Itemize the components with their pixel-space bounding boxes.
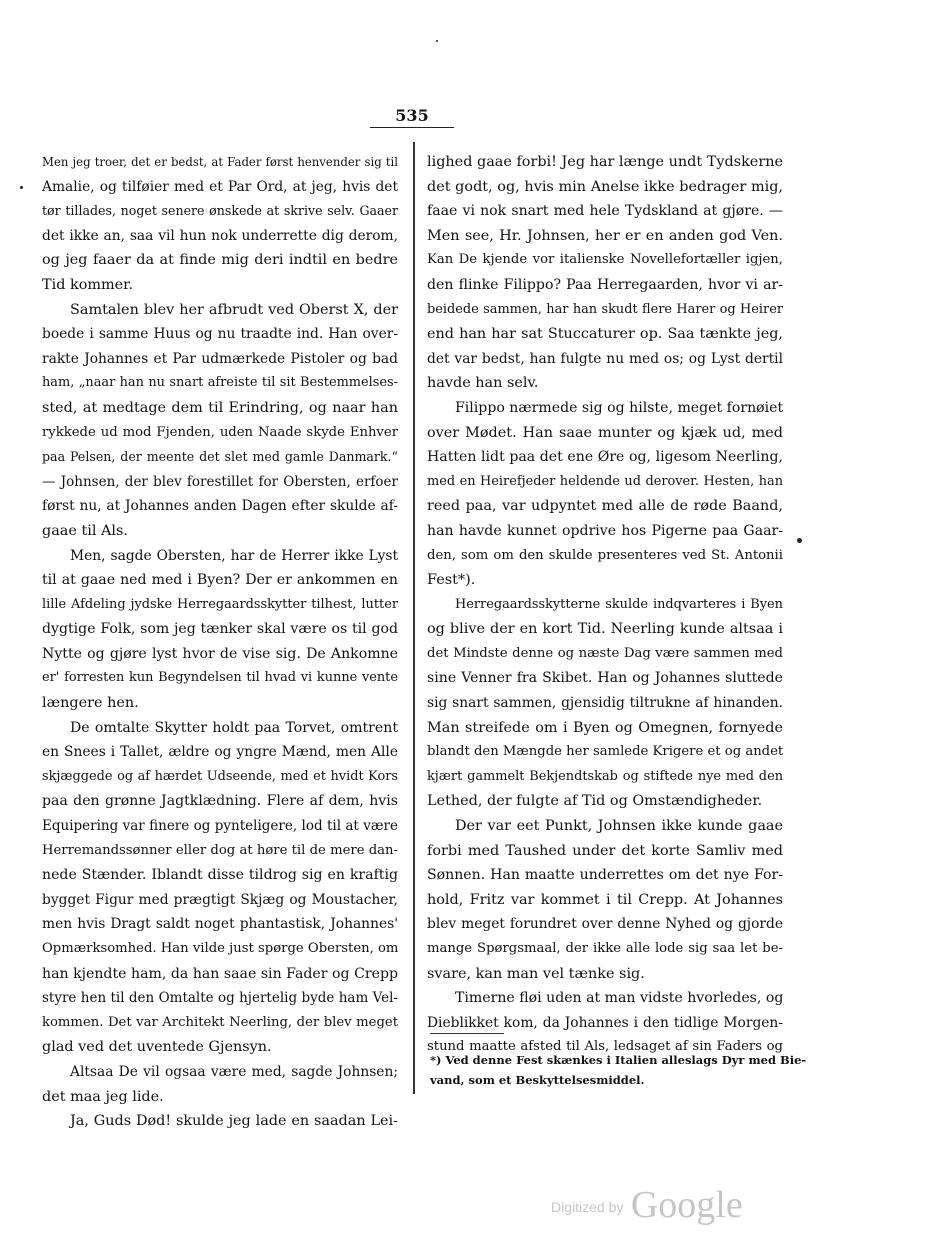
text-line: boede i samme Huus og nu traadte ind. Han over- [42, 326, 398, 343]
text-line: gaae til Als. [42, 522, 128, 539]
text-line: det maa jeg lide. [42, 1088, 164, 1105]
text-line: Herremandssønner eller dog at høre til de mere dan- [42, 842, 398, 858]
text-line: Men see, Hr. Johnsen, her er en anden god Ven. [427, 227, 783, 244]
text-line: det Mindste denne og næste Dag være sammen med [427, 645, 783, 661]
text-line: er' forresten kun Begyndelsen til hvad vi kunne vente [42, 670, 398, 686]
text-line: Timerne fløi uden at man vidste hvorledes, og [455, 990, 783, 1007]
text-line: Equipering var finere og pynteligere, lod til at være [42, 818, 398, 835]
footnote-divider [430, 1033, 504, 1034]
print-speck [436, 40, 438, 42]
text-line: han kjendte ham, da han saae sin Fader og Crepp [42, 965, 398, 982]
text-line: kommen. Det var Architekt Neerling, der blev meget [42, 1014, 398, 1030]
text-line: blev meget forundret over denne Nyhed og gjorde [427, 916, 783, 933]
column-divider [413, 142, 415, 1094]
text-line: Sønnen. Han maatte underrettes om det nye For- [427, 867, 783, 884]
text-line: sine Venner fra Skibet. Han og Johannes sluttede [427, 670, 783, 687]
text-line: kjært gammelt Bekjendtskab og stiftede nye med den [427, 768, 783, 784]
text-line: end han har sat Stuccaturer op. Saa tænkte jeg, [427, 326, 783, 343]
text-line: Herregaardsskytterne skulde indqvarteres i Byen [455, 596, 783, 612]
text-line: Altsaa De vil ogsaa være med, sagde Johnsen; [70, 1063, 398, 1080]
text-line: han havde kunnet opdrive hos Pigerne paa Gaar- [427, 522, 783, 539]
text-line: Der var eet Punkt, Johnsen ikke kunde gaae [455, 818, 783, 835]
text-line: blandt den Mængde her samlede Krigere et og andet [427, 744, 783, 760]
text-line: — Johnsen, der blev forestillet for Obersten, erfoer [42, 473, 398, 490]
text-line: bygget Figur med prægtigt Skjæg og Moustacher, [42, 891, 398, 908]
text-line: men hvis Dragt saldt noget phantastisk, Johannes' [42, 916, 398, 933]
text-line: ham, „naar han nu snart afreiste til sit Bestemmelses- [42, 375, 398, 391]
text-line: og jeg faaer da at finde mig deri indtil en bedre [42, 252, 398, 269]
digitized-by-google-watermark [551, 1183, 743, 1227]
text-line: beidede sammen, har han skudt flere Harer og Heirer [427, 301, 783, 317]
text-line: lille Afdeling jydske Herregaardsskytter tilhest, lutter [42, 596, 398, 612]
text-line: den flinke Filippo? Paa Herregaarden, hvor vi ar- [427, 276, 783, 293]
text-line: Men jeg troer, det er bedst, at Fader først henvender sig til [42, 155, 398, 169]
text-line: det godt, og, hvis min Anelse ikke bedrager mig, [427, 178, 783, 195]
text-line: Man streifede om i Byen og Omegnen, fornyede [427, 719, 783, 736]
text-line: faae vi nok snart med hele Tydskland at gjøre. — [427, 203, 783, 220]
text-line: paa Pelsen, der meente det slet med gamle Danmark.“ [42, 449, 398, 465]
text-line: sig snart sammen, gjensidig tiltrukne af hinanden. [427, 695, 783, 712]
text-line: Hatten lidt paa det ene Øre og, ligesom Neerling, [427, 449, 783, 466]
footnote-line: vand, som et Beskyttelsesmiddel. [430, 1073, 645, 1087]
text-line: paa den grønne Jagtklædning. Flere af dem, hvis [42, 793, 398, 810]
text-line: over Mødet. Han saae munter og kjæk ud, med [427, 424, 783, 441]
text-line: Kan De kjende vor italienske Novellefortæller igjen, [427, 252, 783, 268]
text-line: Lethed, der fulgte af Tid og Omstændigheder. [427, 793, 763, 810]
text-line: Fest*). [427, 572, 476, 589]
text-line: Nytte og gjøre lyst hvor de vise sig. De Ankomne [42, 645, 398, 662]
text-line: først nu, at Johannes anden Dagen efter skulde af- [42, 498, 398, 515]
text-line: rykkede ud mod Fjenden, uden Naade skyde Enhver [42, 424, 398, 440]
page-number: 535 [370, 106, 454, 128]
text-line: styre hen til den Omtalte og hjertelig byde ham Vel- [42, 990, 398, 1007]
text-line: dygtige Folk, som jeg tænker skal være os til god [42, 621, 398, 638]
text-line: Samtalen blev her afbrudt ved Oberst X, der [70, 301, 398, 318]
text-line: skjæggede og af hærdet Udseende, med et hvidt Kors [42, 768, 398, 784]
text-line: den, som om den skulde presenteres ved St. Antonii [427, 547, 783, 563]
text-line: hold, Fritz var kommet i til Crepp. At Johannes [427, 891, 783, 908]
text-line: længere hen. [42, 695, 139, 712]
text-line: til at gaae ned med i Byen? Der er ankommen en [42, 572, 398, 589]
text-line: sted, at medtage dem til Erindring, og naar han [42, 399, 398, 416]
google-logo: Google [630, 1184, 743, 1226]
text-line: lighed gaae forbi! Jeg har længe undt Tydskerne [427, 154, 783, 170]
text-line: glad ved det uventede Gjensyn. [42, 1039, 272, 1056]
text-line: og blive der en kort Tid. Neerling kunde altsaa i [427, 621, 783, 638]
text-line: Opmærksomhed. Han vilde just spørge Obersten, om [42, 941, 398, 956]
footnote [430, 1050, 807, 1090]
print-speck [20, 186, 23, 189]
text-line: havde han selv. [427, 375, 539, 392]
text-line: nede Stænder. Iblandt disse tildrog sig en kraftig [42, 867, 398, 884]
text-line: mange Spørgsmaal, der ikke alle lode sig saa let be- [427, 941, 783, 956]
footnote-line: *) Ved denne Fest skænkes i Italien alleslags Dyr med Bie- [430, 1053, 807, 1067]
text-line: en Snees i Tallet, ældre og yngre Mænd, men Alle [42, 744, 398, 761]
text-line: det ikke an, saa vil hun nok underrette dig derom, [42, 227, 398, 244]
text-line: svare, kan man vel tænke sig. [427, 965, 645, 982]
text-line: det var bedst, han fulgte nu med os; og Lyst dertil [427, 350, 783, 367]
right-text-column [427, 150, 783, 1060]
text-line: tør tillades, noget senere ønskede at skrive selv. Gaaer [42, 203, 398, 219]
text-line: forbi med Taushed under det korte Samliv med [427, 842, 783, 859]
print-speck [797, 538, 802, 543]
text-line: Amalie, og tilføier med et Par Ord, at jeg, hvis det [42, 178, 398, 195]
text-line: stund maatte afsted til Als, ledsaget af sin Faders og [427, 1039, 783, 1055]
text-line: med en Heirefjeder heldende ud derover. Hesten, han [427, 473, 783, 489]
watermark-prefix: Digitized by [551, 1199, 624, 1215]
text-line: De omtalte Skytter holdt paa Torvet, omtrent [70, 719, 398, 736]
text-line: Ja, Guds Død! skulde jeg lade en saadan Lei- [70, 1113, 398, 1130]
text-line: Filippo nærmede sig og hilste, meget fornøiet [455, 399, 783, 416]
left-text-column [42, 150, 398, 1134]
text-line: Tid kommer. [42, 276, 134, 293]
text-line: Men, sagde Obersten, har de Herrer ikke Lyst [70, 547, 398, 564]
text-line: reed paa, var udpyntet med alle de røde Baand, [427, 498, 783, 515]
text-line: Dieblikket kom, da Johannes i den tidlige Morgen- [427, 1014, 783, 1031]
text-line: rakte Johannes et Par udmærkede Pistoler og bad [42, 350, 398, 367]
